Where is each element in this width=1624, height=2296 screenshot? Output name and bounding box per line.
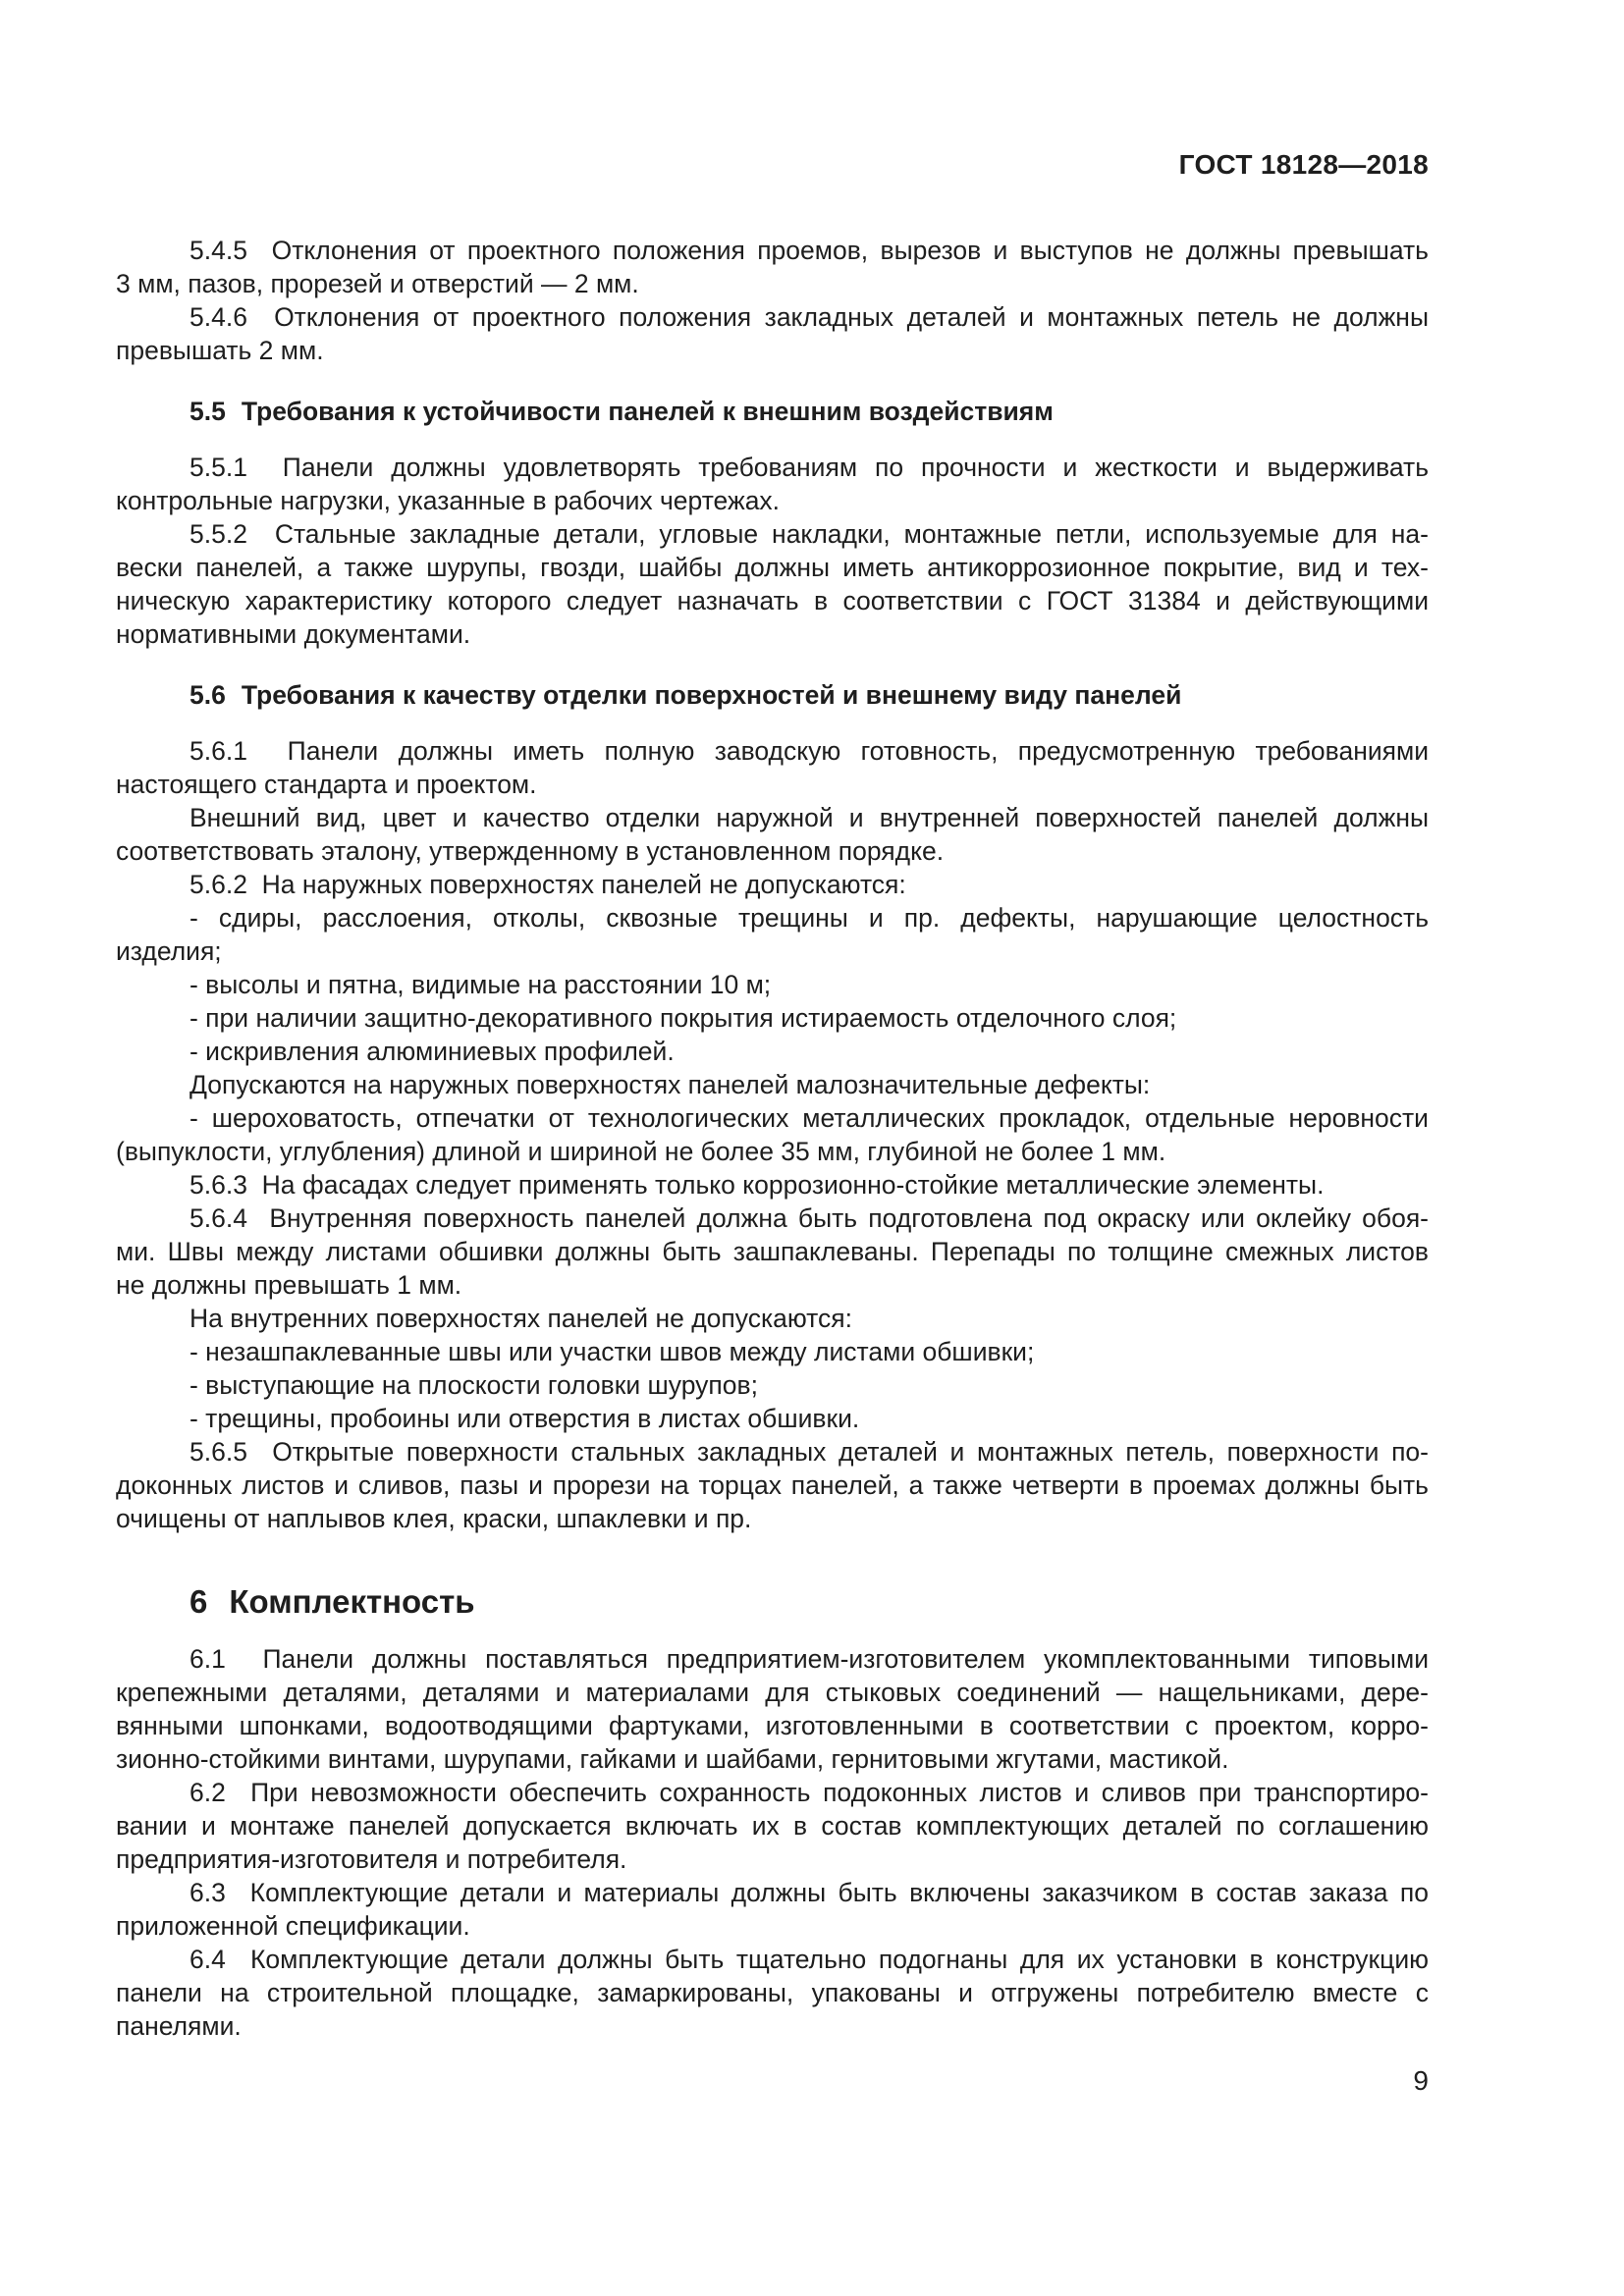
heading-text: Требования к качеству отделки поверхностей и внешнему виду панелей	[241, 680, 1182, 710]
para-5-6-5	[116, 1435, 1429, 1535]
heading-number: 5.6	[189, 680, 226, 710]
para-5-6-2	[116, 868, 1429, 901]
para-interior-intro	[116, 1302, 1429, 1335]
text-line: панели на строительной площадке, замаркированы, упакованы и отгружены потребителю вместе с	[116, 1978, 1429, 2007]
text-line: приложенной спецификации.	[116, 1911, 470, 1941]
text-line: ми. Швы между листами обшивки должны быть зашпаклеваны. Перепады по толщине смежных листов	[116, 1237, 1429, 1266]
text-line: 5.6.5 Открытые поверхности стальных закладных деталей и монтажных петель, поверхности по-	[189, 1437, 1429, 1467]
text-line: 5.6.2 На наружных поверхностях панелей не допускаются:	[189, 870, 906, 899]
text-line: 5.4.5 Отклонения от проектного положения проемов, вырезов и выступов не должны превышать	[189, 236, 1429, 265]
para-5-5-2	[116, 517, 1429, 651]
text-line: 5.6.3 На фасадах следует применять только коррозионно-стойкие металлические элементы.	[189, 1170, 1325, 1200]
text-line: 5.4.6 Отклонения от проектного положения закладных деталей и монтажных петель не должны	[189, 302, 1429, 332]
para-5-6-4	[116, 1201, 1429, 1302]
text-line: зионно-стойкими винтами, шурупами, гайками и шайбами, гернитовыми жгутами, мастикой.	[116, 1744, 1229, 1774]
para-6-2	[116, 1776, 1429, 1876]
list-item-exterior-4	[116, 1035, 1429, 1068]
text-line: соответствовать эталону, утвержденному в установленном порядке.	[116, 836, 945, 866]
text-line: 6.3 Комплектующие детали и материалы должны быть включены заказчиком в состав заказа по	[189, 1878, 1429, 1907]
list-item-exterior-3	[116, 1001, 1429, 1035]
text-line: контрольные нагрузки, указанные в рабочих чертежах.	[116, 486, 781, 515]
text-line: - незашпаклеванные швы или участки швов между листами обшивки;	[189, 1337, 1035, 1366]
text-line: 6.4 Комплектующие детали должны быть тщательно подогнаны для их установки в конструкцию	[189, 1945, 1429, 1974]
text-line: 6.1 Панели должны поставляться предприятием-изготовителем укомплектованными типовыми	[189, 1644, 1429, 1674]
para-minor-defects	[116, 1068, 1429, 1101]
para-5-4-5	[116, 234, 1429, 300]
text-line: доконных листов и сливов, пазы и прорези на торцах панелей, а также четверти в проемах должны быть	[116, 1470, 1429, 1500]
text-line: изделия;	[116, 936, 222, 966]
text-line: - высолы и пятна, видимые на расстоянии 10 м;	[189, 970, 772, 999]
text-line: 5.5.2 Стальные закладные детали, угловые накладки, монтажные петли, используемые для на-	[189, 519, 1429, 549]
para-5-6-1	[116, 734, 1429, 801]
para-5-6-1-cont	[116, 801, 1429, 868]
text-line: 5.6.1 Панели должны иметь полную заводскую готовность, предусмотренную требованиями	[189, 736, 1429, 766]
heading-6	[116, 1580, 1429, 1624]
text-line: предприятия-изготовителя и потребителя.	[116, 1844, 627, 1874]
list-item-interior-2	[116, 1368, 1429, 1402]
text-line: - шероховатость, отпечатки от технологических металлических прокладок, отдельные неровности	[189, 1103, 1429, 1133]
text-line: - сдиры, расслоения, отколы, сквозные трещины и пр. дефекты, нарушающие целостность	[189, 903, 1429, 933]
para-5-4-6	[116, 300, 1429, 367]
text-line: вески панелей, а также шурупы, гвозди, шайбы должны иметь антикоррозионное покрытие, вид и тех-	[116, 553, 1429, 582]
text-line: - искривления алюминиевых профилей.	[189, 1037, 675, 1066]
text-line: не должны превышать 1 мм.	[116, 1270, 462, 1300]
heading-text: Комплектность	[229, 1583, 475, 1620]
text-line: превышать 2 мм.	[116, 336, 324, 365]
text-line: ническую характеристику которого следует назначать в соответствии с ГОСТ 31384 и действующими	[116, 586, 1429, 615]
para-5-5-1	[116, 451, 1429, 517]
text-line: нормативными документами.	[116, 619, 471, 649]
document-body	[116, 234, 1429, 2043]
text-line: 5.6.4 Внутренняя поверхность панелей должна быть подготовлена под окраску или оклейку обоя-	[189, 1203, 1429, 1233]
page-number: 9	[1413, 2065, 1429, 2096]
heading-number: 6	[189, 1583, 208, 1620]
text-line: - при наличии защитно-декоративного покрытия истираемость отделочного слоя;	[189, 1003, 1177, 1033]
text-line: (выпуклости, углубления) длиной и шириной не более 35 мм, глубиной не более 1 мм.	[116, 1137, 1166, 1166]
text-line: вании и монтаже панелей допускается включать их в состав комплектующих деталей по соглашению	[116, 1811, 1429, 1841]
heading-text: Требования к устойчивости панелей к внешним воздействиям	[241, 397, 1054, 426]
list-item-exterior-2	[116, 968, 1429, 1001]
text-line: очищены от наплывов клея, краски, шпаклевки и пр.	[116, 1504, 752, 1533]
text-line: - трещины, пробоины или отверстия в листах обшивки.	[189, 1404, 860, 1433]
text-line: вянными шпонками, водоотводящими фартуками, изготовленными в соответствии с проектом, корро-	[116, 1711, 1429, 1740]
list-item-exterior-1	[116, 901, 1429, 968]
text-line: 6.2 При невозможности обеспечить сохранность подоконных листов и сливов при транспортиро-	[189, 1778, 1429, 1807]
para-5-6-3	[116, 1168, 1429, 1201]
standard-number-header: ГОСТ 18128—2018	[1178, 149, 1429, 180]
list-item-interior-3	[116, 1402, 1429, 1435]
list-item-interior-1	[116, 1335, 1429, 1368]
text-line: 5.5.1 Панели должны удовлетворять требованиям по прочности и жесткости и выдерживать	[189, 453, 1429, 482]
text-line: 3 мм, пазов, прорезей и отверстий — 2 мм.	[116, 269, 639, 298]
text-line: панелями.	[116, 2011, 242, 2041]
para-6-1	[116, 1642, 1429, 1776]
heading-5-5	[116, 395, 1429, 428]
heading-5-6	[116, 678, 1429, 712]
text-line: крепежными деталями, деталями и материалами для стыковых соединений — нащельниками, дере-	[116, 1678, 1429, 1707]
text-line: - выступающие на плоскости головки шурупов;	[189, 1370, 758, 1400]
heading-number: 5.5	[189, 397, 226, 426]
text-line: Внешний вид, цвет и качество отделки наружной и внутренней поверхностей панелей должны	[189, 803, 1429, 832]
text-line: Допускаются на наружных поверхностях панелей малозначительные дефекты:	[189, 1070, 1151, 1099]
para-6-4	[116, 1943, 1429, 2043]
para-6-3	[116, 1876, 1429, 1943]
text-line: На внутренних поверхностях панелей не допускаются:	[189, 1304, 852, 1333]
text-line: настоящего стандарта и проектом.	[116, 770, 537, 799]
list-item-minor-1	[116, 1101, 1429, 1168]
